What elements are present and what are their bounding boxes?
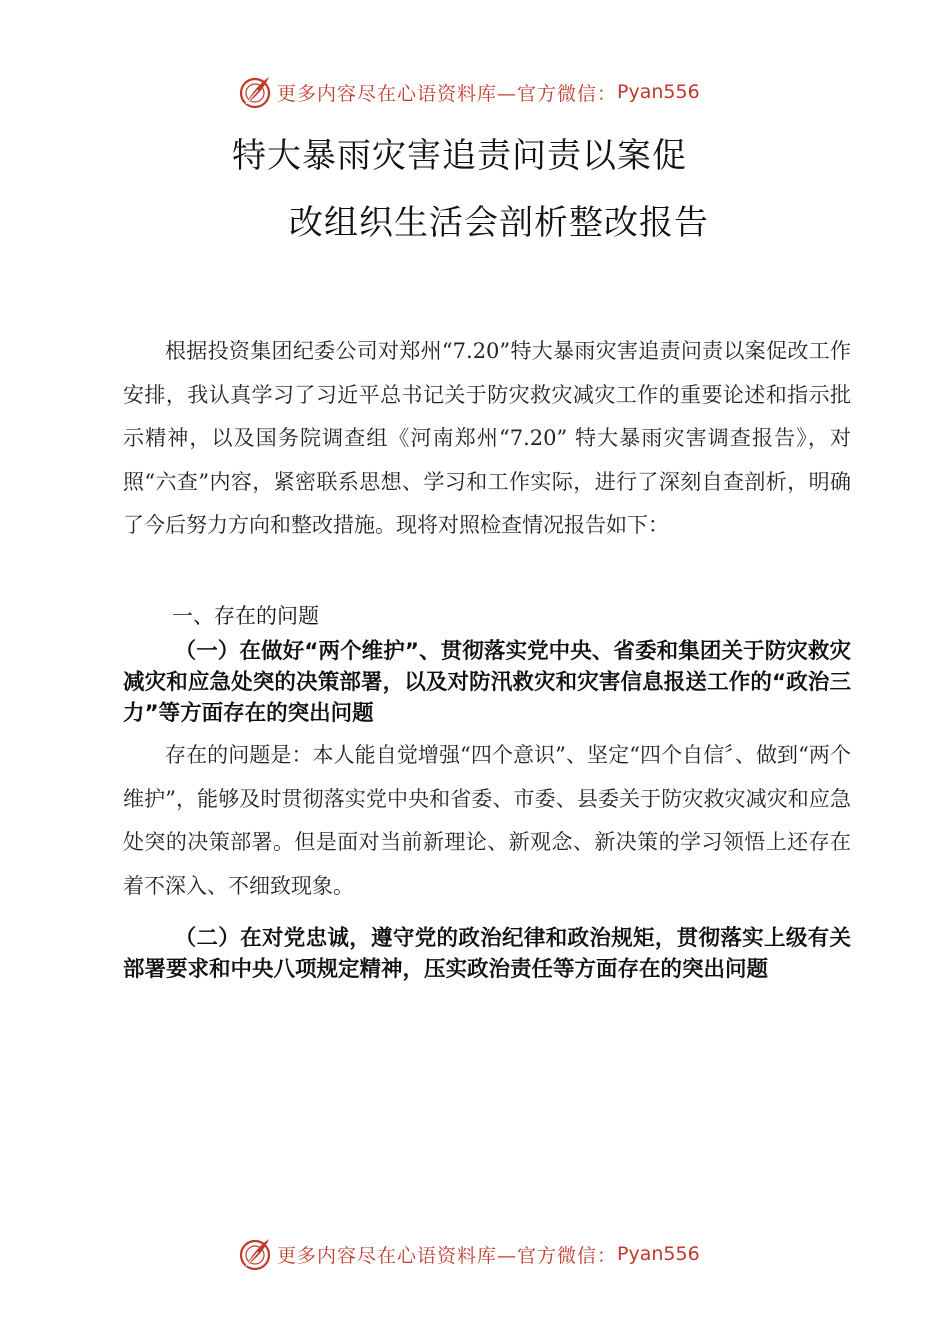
subsection-1-body: 存在的问题是：本人能自觉增强“四个意识”、坚定“四个自信〞、做到“两个维护”，能够及时贯彻落实党中央和省委、市委、县委关于防灾救灾减灾和应急处突的决策部署。但是面对当前新理论、新观念、新决策的学习领悟上还存在着不深入、不细致现象。: [123, 743, 851, 898]
banner-text: 更多内容尽在心语资料库—官方微信：: [277, 82, 618, 105]
subsection-heading-2: （二）在对党忠诚，遵守党的政治纪律和政治规矩，贯彻落实上级有关部署要求和中央八项规定精神，压实政治责任等方面存在的突出问题: [123, 926, 851, 982]
document-title-line-1: 特大暴雨灾害追责问责以案促: [232, 136, 687, 176]
banner-wechat-id: Pyan556: [617, 81, 700, 103]
footer-banner: [237, 1234, 700, 1274]
banner-text: 更多内容尽在心语资料库—官方微信：: [277, 1244, 618, 1267]
banner-wechat-id: Pyan556: [617, 1243, 700, 1265]
section-heading-problems: 一、存在的问题: [172, 604, 319, 628]
feather-quill-logo-icon: [237, 1236, 273, 1272]
document-title-line-2: 改组织生活会剖析整改报告: [289, 203, 709, 243]
feather-quill-logo-icon: [237, 74, 273, 110]
header-banner: [237, 72, 700, 112]
intro-paragraph: 根据投资集团纪委公司对郑州“7.20”特大暴雨灾害追责问责以案促改工作安排，我认真学习了习近平总书记关于防灾救灾减灾工作的重要论述和指示批示精神，以及国务院调查组《河南郑州“7.20” 特大暴雨灾害调查报告》，对照“六查”内容，紧密联系思想、学习和工作实际，进行了深刻自查剖析，明确了今后努力方向和整改措施。现将对照检查情况报告如下：: [123, 339, 851, 538]
subsection-heading-1: （一）在做好“两个维护”、贯彻落实党中央、省委和集团关于防灾救灾减灾和应急处突的决策部署，以及对防汛救灾和灾害信息报送工作的“政治三力”等方面存在的突出问题: [123, 639, 851, 726]
